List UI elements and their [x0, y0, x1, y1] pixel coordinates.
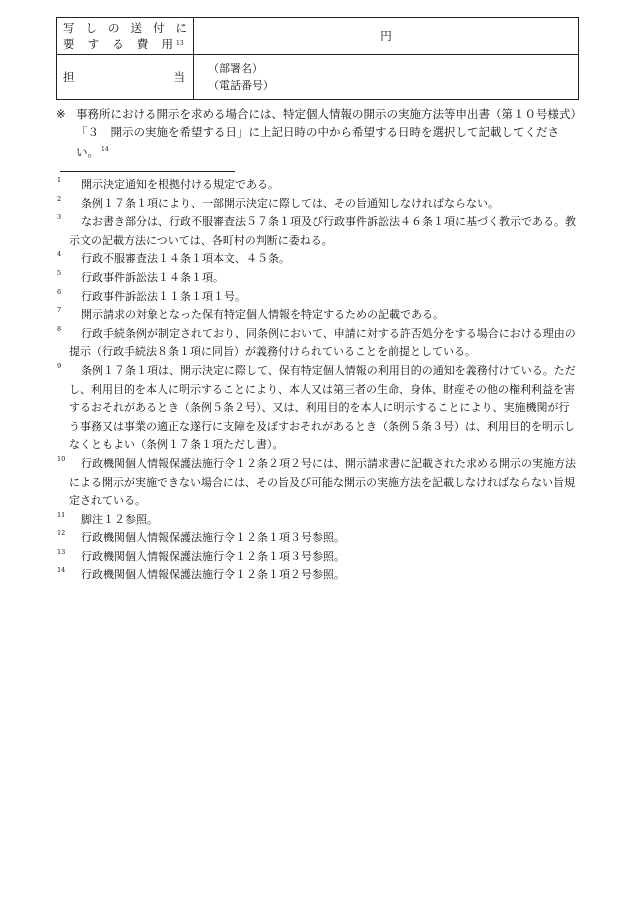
- footnote-ref: 13: [176, 40, 184, 47]
- note-mark: ※: [56, 107, 66, 121]
- footnote-item: [56, 195, 580, 214]
- footnote-number: 9: [57, 361, 62, 370]
- copy-fee-label-line1: [63, 20, 187, 36]
- footnote-item: [56, 288, 580, 307]
- copy-fee-label-line2: [63, 36, 187, 52]
- footnote-number: 1: [57, 176, 62, 184]
- note-body: [56, 105, 580, 161]
- label-char: 担: [63, 70, 75, 84]
- label-char-with-ref: [161, 36, 184, 52]
- label-char: し: [85, 21, 97, 35]
- footnote-text: 条例１７条１項は、開示決定に際して、保有特定個人情報の利用目的の通知を義務付けている。ただし、利用目的を本人に明示することにより、本人又は第三者の生命、身体、財産その他の権利利益を害するおそれがあるとき（条例５条２号）、又は、利用目的を本人に明示することにより、実施機関が行う事務又は事業の適正な遂行に支障を及ぼすおそれがあるとき（条例５条３号）は、利用目的を明示しなくともよい（条例１７条１項ただし書）。: [69, 363, 576, 452]
- footnote-ref: 14: [101, 146, 109, 153]
- note-text: 事務所における開示を求める場合には、特定個人情報の開示の実施方法等申出書（第１０号様式）「３ 開示の実施を希望する日」に上記日時の中から希望する日時を選択して記載してください。: [76, 107, 577, 159]
- phone-line: （電話番号）: [208, 79, 274, 92]
- contact-label: [57, 69, 193, 85]
- footnote-number: 8: [57, 324, 62, 333]
- contact-value: [194, 55, 579, 100]
- footnote-item: [56, 213, 580, 250]
- footnote-number: 2: [57, 194, 62, 203]
- footnote-number: 5: [57, 268, 62, 277]
- footnote-item: [56, 176, 580, 195]
- footnote-text: 条例１７条１項により、一部開示決定に際しては、その旨通知しなければならない。: [81, 196, 499, 210]
- label-char: に: [175, 21, 187, 35]
- label-char: す: [87, 37, 100, 51]
- footnote-number: 7: [57, 306, 62, 315]
- footnote-text: 行政機関個人情報保護法施行令１２条２項２号には、開示請求書に記載された求める開示の実施方法による開示が実施できない場合には、その旨及び可能な開示の実施方法を記載しなければならない旨規定されている。: [69, 456, 576, 508]
- footnote-number: 6: [57, 287, 62, 296]
- footnote-item: [56, 566, 580, 585]
- footnote-text: 開示決定通知を根拠付ける規定である。: [81, 178, 279, 191]
- footnote-item: [56, 529, 580, 548]
- footnote-item: [56, 362, 580, 455]
- footnote-number: 10: [57, 454, 66, 463]
- department-line: （部署名）: [208, 62, 263, 75]
- label-char: る: [112, 37, 124, 51]
- footnote-text: 行政機関個人情報保護法施行令１２条１項３号参照。: [81, 549, 345, 563]
- footnote-text: 開示請求の対象となった保有特定個人情報を特定するための記載である。: [81, 308, 444, 322]
- footnote-text: 行政事件訴訟法１１条１項１号。: [81, 289, 246, 303]
- footnote-item: [56, 511, 580, 530]
- footnote-text: 行政不服審査法１４条１項本文、４５条。: [81, 252, 290, 266]
- label-char: 当: [173, 70, 185, 84]
- footnote-separator: [60, 171, 235, 172]
- footnote-number: 11: [57, 510, 66, 519]
- footnote-item: [56, 269, 580, 288]
- label-char: の: [108, 21, 120, 35]
- contact-row: [57, 55, 579, 100]
- copy-fee-label: [57, 18, 194, 55]
- contact-label-cell: [57, 55, 194, 100]
- footnote-item: [56, 306, 580, 325]
- fee-contact-table: [56, 17, 579, 100]
- footnote-number: 12: [57, 529, 66, 538]
- footnote-item: [56, 325, 580, 362]
- label-char: 用: [161, 37, 173, 51]
- label-char: 費: [136, 37, 149, 51]
- label-char: 写: [63, 21, 75, 35]
- footnote-number: 4: [57, 250, 62, 259]
- footnote-item: [56, 250, 580, 269]
- footnote-item: [56, 455, 580, 511]
- label-char: 送: [130, 21, 142, 35]
- copy-fee-row: [57, 18, 579, 55]
- footnote-number: 3: [57, 213, 62, 222]
- footnote-text: 行政手続条例が制定されており、同条例において、申請に対する許否処分をする場合における理由の提示（行政手続法８条１項に同旨）が義務付けられていることを前提としている。: [69, 326, 576, 359]
- note-block: [56, 105, 580, 161]
- footnote-text: 行政事件訴訟法１４条１項。: [81, 270, 224, 284]
- label-char: 付: [153, 21, 165, 35]
- footnotes-list: [56, 176, 580, 585]
- footnote-item: [56, 548, 580, 567]
- label-char: 要: [63, 37, 75, 51]
- footnote-number: 14: [57, 566, 66, 575]
- footnote-text: 行政機関個人情報保護法施行令１２条１項２号参照。: [81, 568, 345, 582]
- footnote-text: 脚注１２参照。: [81, 512, 158, 526]
- footnote-text: なお書き部分は、行政不服審査法５７条１項及び行政事件訴訟法４６条１項に基づく教示である。教示文の記載方法については、各町村の判断に委ねる。: [69, 215, 576, 247]
- copy-fee-value: 円: [194, 18, 579, 55]
- footnote-text: 行政機関個人情報保護法施行令１２条１項３号参照。: [81, 531, 345, 545]
- footnote-number: 13: [57, 547, 66, 556]
